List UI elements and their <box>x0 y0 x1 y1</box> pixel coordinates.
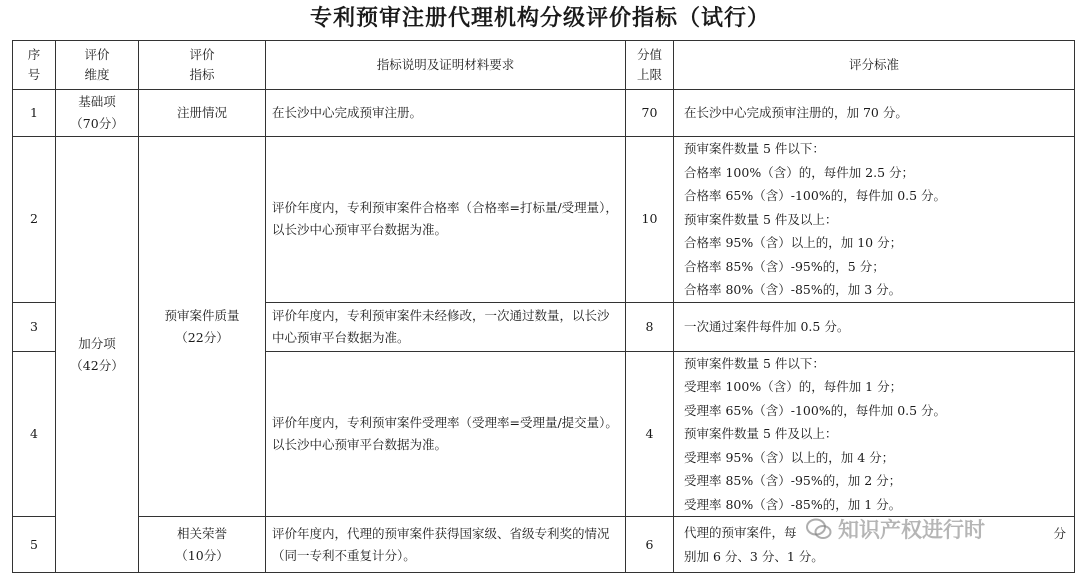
row-max-score: 4 <box>626 351 674 517</box>
row-standard: 一次通过案件每件加 0.5 分。 <box>674 302 1075 351</box>
row-seq: 2 <box>13 137 56 303</box>
row-seq: 1 <box>13 90 56 137</box>
row-description: 评价年度内，专利预审案件受理率（受理率=受理量/提交量）。以长沙中心预审平台数据为准。 <box>266 351 626 517</box>
table-row <box>13 137 1075 303</box>
row-max-score: 70 <box>626 90 674 137</box>
row-seq: 5 <box>13 517 56 573</box>
header-indicator: 评价 指标 <box>139 41 266 90</box>
header-standard: 评分标准 <box>674 41 1075 90</box>
row-standard: 预审案件数量 5 件以下： 受理率 100%（含）的，每件加 1 分； 受理率 65%（含）-100%的，每件加 0.5 分。 预审案件数量 5 件及以上： 受理率 95%（含）以上的，加 4 分； 受理率 85%（含）-95%的，加 2 分； 受理率 80%（含）-85%的，加 1 分。 <box>674 351 1075 517</box>
header-max-score: 分值 上限 <box>626 41 674 90</box>
row-indicator: 相关荣誉 （10分） <box>139 517 266 573</box>
row-description: 在长沙中心完成预审注册。 <box>266 90 626 137</box>
row-standard: 预审案件数量 5 件以下： 合格率 100%（含）的，每件加 2.5 分； 合格率 65%（含）-100%的，每件加 0.5 分。 预审案件数量 5 件及以上： 合格率 95%（含）以上的，加 10 分； 合格率 85%（含）-95%的，5 分； 合格率 80%（含）-85%的，加 3 分。 <box>674 137 1075 303</box>
row-indicator: 注册情况 <box>139 90 266 137</box>
row-dimension: 加分项 （42分） <box>56 137 139 573</box>
header-row <box>13 41 1075 90</box>
watermark-text: 知识产权进行时 <box>838 518 985 542</box>
row-description: 评价年度内，代理的预审案件获得国家级、省级专利奖的情况（同一专利不重复计分）。 <box>266 517 626 573</box>
table-row <box>13 517 1075 573</box>
row-description: 评价年度内，专利预审案件未经修改，一次通过数量，以长沙中心预审平台数据为准。 <box>266 302 626 351</box>
row-max-score: 10 <box>626 137 674 303</box>
row-seq: 3 <box>13 302 56 351</box>
row-max-score: 6 <box>626 517 674 573</box>
row-standard: 代理的预审案件，每 别加 6 分、3 分、1 分。 分 <box>674 517 1075 573</box>
document-title: 专利预审注册代理机构分级评价指标（试行） <box>309 6 770 31</box>
header-description: 指标说明及证明材料要求 <box>266 41 626 90</box>
evaluation-table <box>12 40 1075 573</box>
row-indicator: 预审案件质量 （22分） <box>139 137 266 517</box>
row-max-score: 8 <box>626 302 674 351</box>
row-standard: 在长沙中心完成预审注册的，加 70 分。 <box>674 90 1075 137</box>
row-dimension: 基础项 （70分） <box>56 90 139 137</box>
header-dimension: 评价 维度 <box>56 41 139 90</box>
table-row <box>13 90 1075 137</box>
standard-tail: 分 <box>1053 526 1066 541</box>
row-seq: 4 <box>13 351 56 517</box>
row-description: 评价年度内，专利预审案件合格率（合格率=打标量/受理量），以长沙中心预审平台数据为准。 <box>266 137 626 303</box>
header-seq: 序 号 <box>13 41 56 90</box>
